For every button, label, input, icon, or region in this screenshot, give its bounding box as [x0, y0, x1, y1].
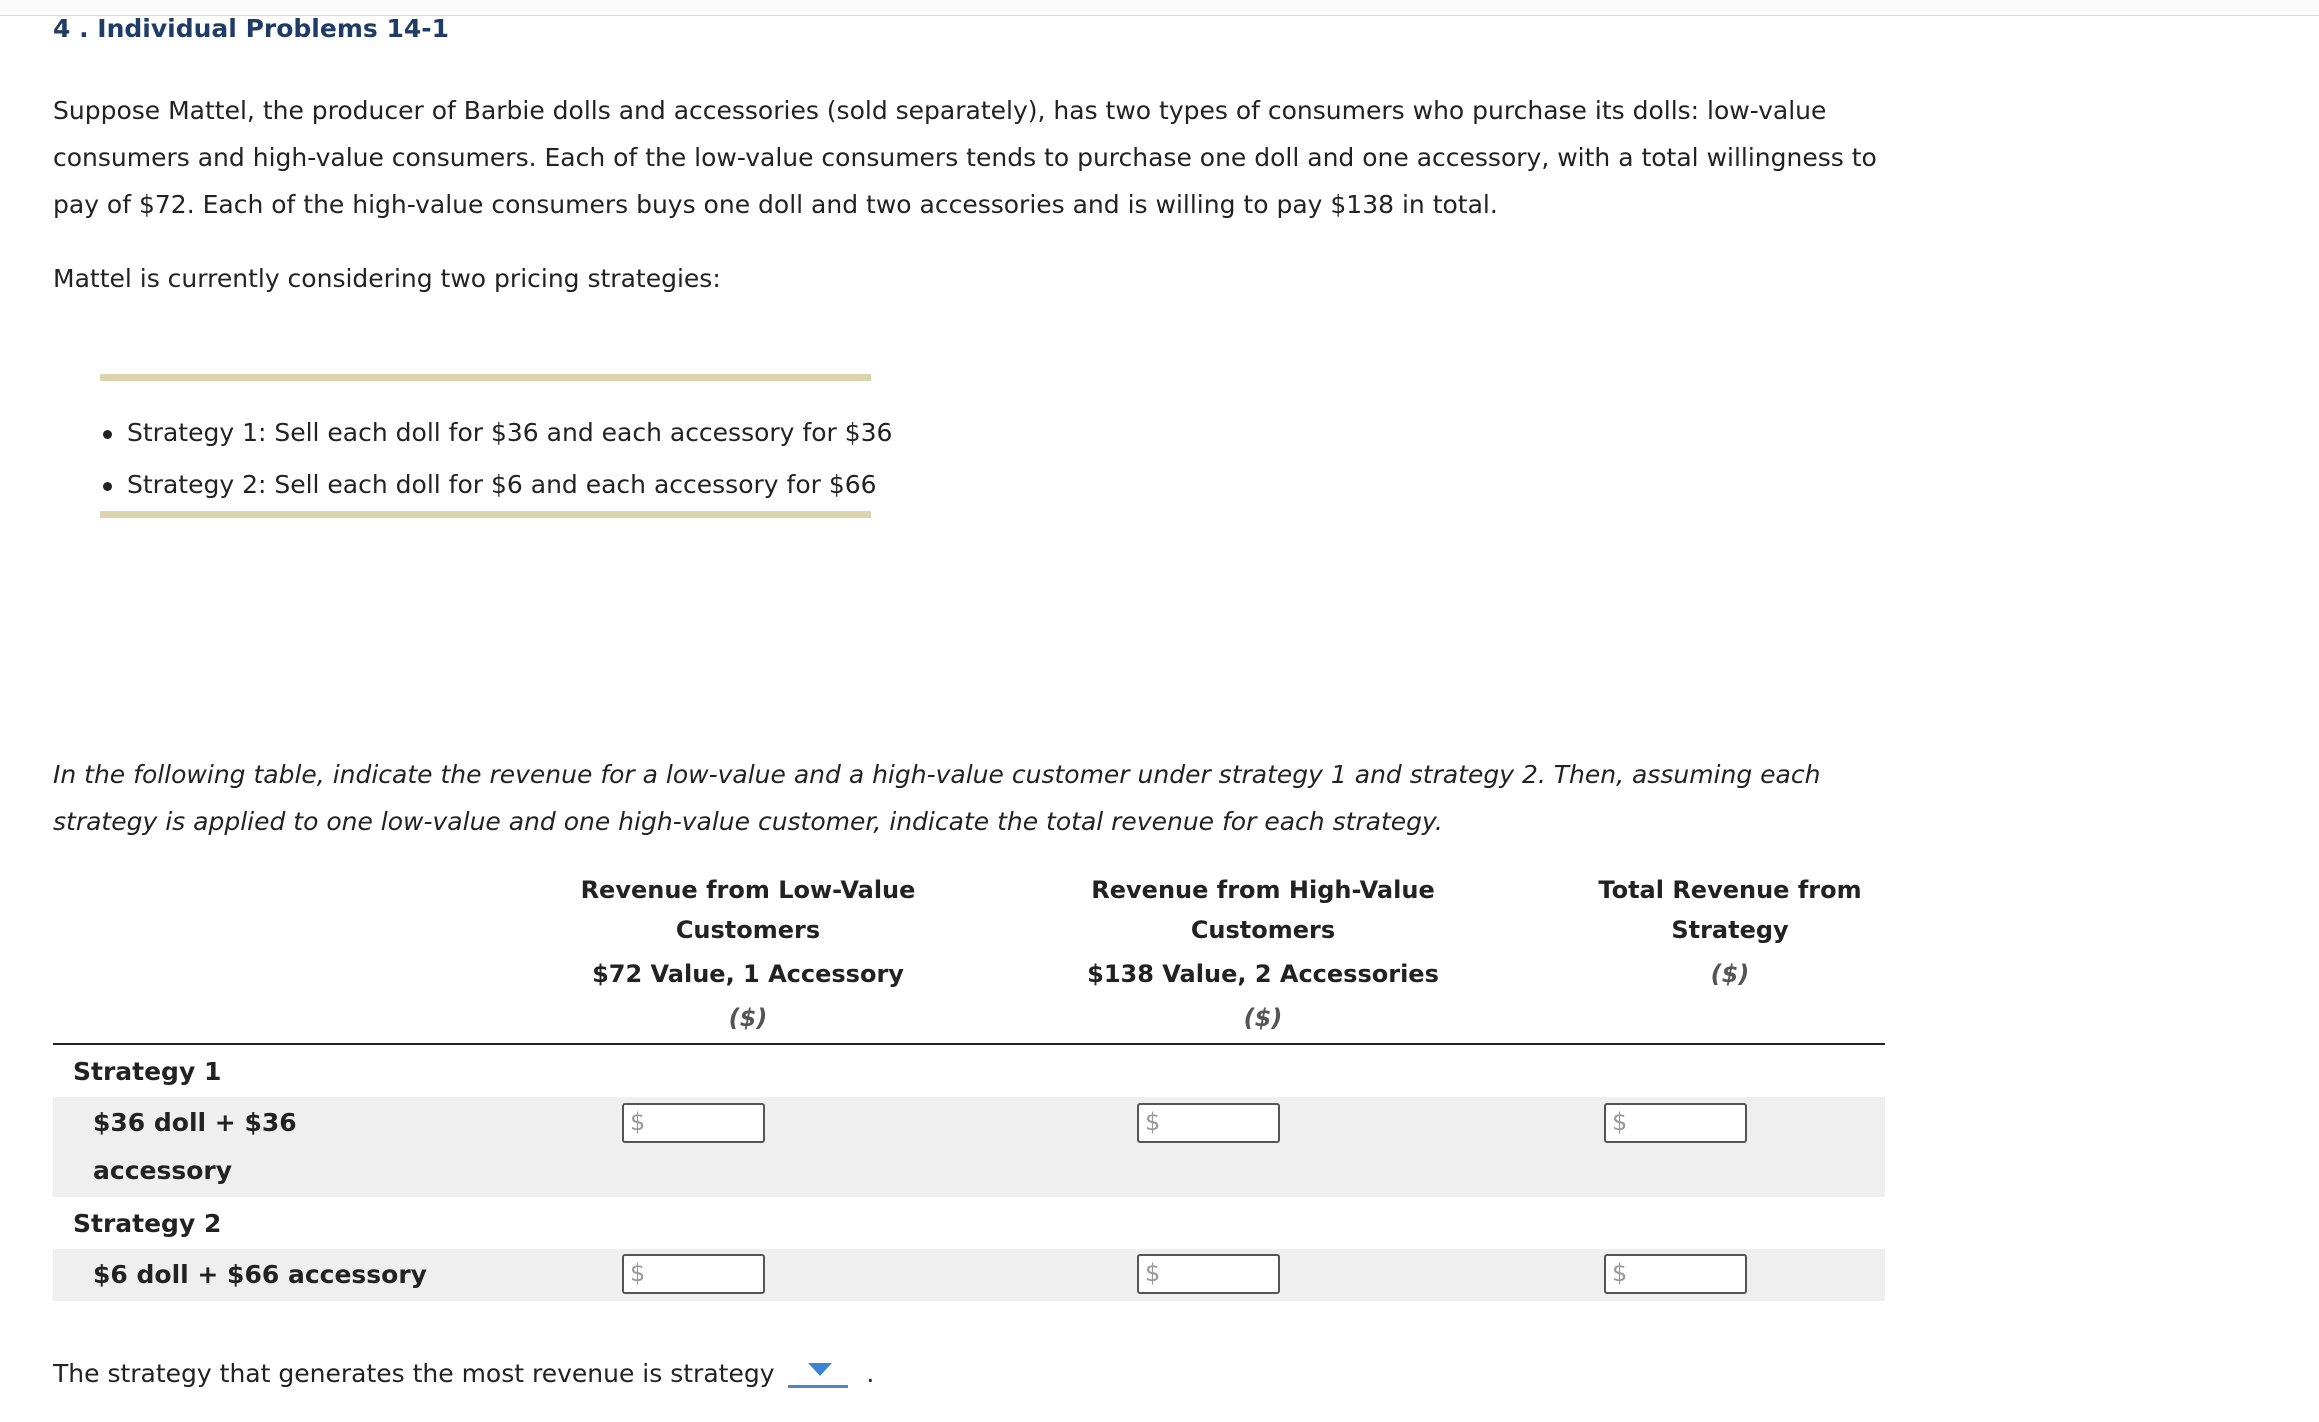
- column-title: Revenue from High-Value Customers: [1091, 876, 1435, 944]
- column-header-low-value: [468, 870, 1028, 1038]
- table-row-strategy-1: [53, 1097, 1885, 1197]
- row-label: $36 doll + $36 accessory: [93, 1108, 297, 1185]
- row-label: $6 doll + $66 accessory: [93, 1260, 427, 1289]
- strategy-text: Strategy 2: Sell each doll for $6 and each accessory for $66: [127, 470, 877, 499]
- low-value-revenue-input-strategy-2[interactable]: [622, 1254, 765, 1294]
- column-header-high-value: [983, 870, 1543, 1038]
- table-instructions: In the following table, indicate the revenue for a low-value and a high-value customer under strategy 1 and strategy 2. Then, assuming each strategy is applied to one low-value and one high-value customer, indicate the total revenue for each strategy.: [53, 760, 1821, 836]
- bullet-icon: [103, 430, 112, 439]
- header-divider: [53, 1043, 1885, 1045]
- intro-paragraph: Suppose Mattel, the producer of Barbie dolls and accessories (sold separately), has two types of consumers who purchase its dolls: low-value consumers and high-value consumers. Each of the low-value consumers tends to purchase one doll and one accessory, with a total willingness to pay of $72. Each of the high-value consumers buys one doll and two accessories and is willing to pay $138 in total.: [53, 96, 1877, 219]
- problem-title: 4 . Individual Problems 14-1: [53, 14, 450, 43]
- total-revenue-input-strategy-2[interactable]: [1604, 1254, 1747, 1294]
- sentence-end: .: [866, 1359, 875, 1388]
- bullet-icon: [103, 482, 112, 491]
- answer-prompt: The strategy that generates the most revenue is strategy: [53, 1359, 775, 1388]
- answer-sentence: [53, 1351, 874, 1397]
- column-unit: ($): [728, 1004, 768, 1032]
- dollar-sign: $: [1145, 1259, 1161, 1287]
- strategy-item: [100, 459, 892, 511]
- group-label-strategy-2: Strategy 2: [73, 1209, 222, 1238]
- dollar-sign: $: [630, 1259, 646, 1287]
- column-subtitle: $72 Value, 1 Accessory: [592, 960, 904, 988]
- strategy-dropdown[interactable]: [788, 1355, 848, 1388]
- column-unit: ($): [1710, 960, 1750, 988]
- column-subtitle: $138 Value, 2 Accessories: [1087, 960, 1439, 988]
- strategy-list: [100, 407, 892, 511]
- low-value-revenue-input-strategy-1[interactable]: [622, 1103, 765, 1143]
- dollar-sign: $: [1612, 1108, 1628, 1136]
- total-revenue-input-strategy-1[interactable]: [1604, 1103, 1747, 1143]
- column-unit: ($): [1243, 1004, 1283, 1032]
- dollar-sign: $: [1612, 1259, 1628, 1287]
- dollar-sign: $: [630, 1108, 646, 1136]
- chevron-down-icon[interactable]: [808, 1363, 832, 1376]
- column-title: Total Revenue from Strategy: [1598, 876, 1862, 944]
- dollar-sign: $: [1145, 1108, 1161, 1136]
- column-title: Revenue from Low-Value Customers: [580, 876, 916, 944]
- strategy-item: [100, 407, 892, 459]
- high-value-revenue-input-strategy-1[interactable]: [1137, 1103, 1280, 1143]
- strategy-list-box: [100, 374, 893, 518]
- high-value-revenue-input-strategy-2[interactable]: [1137, 1254, 1280, 1294]
- table-row-strategy-2: [53, 1249, 1885, 1301]
- considering-text: Mattel is currently considering two pricing strategies:: [53, 264, 721, 293]
- column-header-total: [1503, 870, 1957, 994]
- group-label-strategy-1: Strategy 1: [73, 1057, 222, 1086]
- strategy-text: Strategy 1: Sell each doll for $36 and each accessory for $36: [127, 418, 893, 447]
